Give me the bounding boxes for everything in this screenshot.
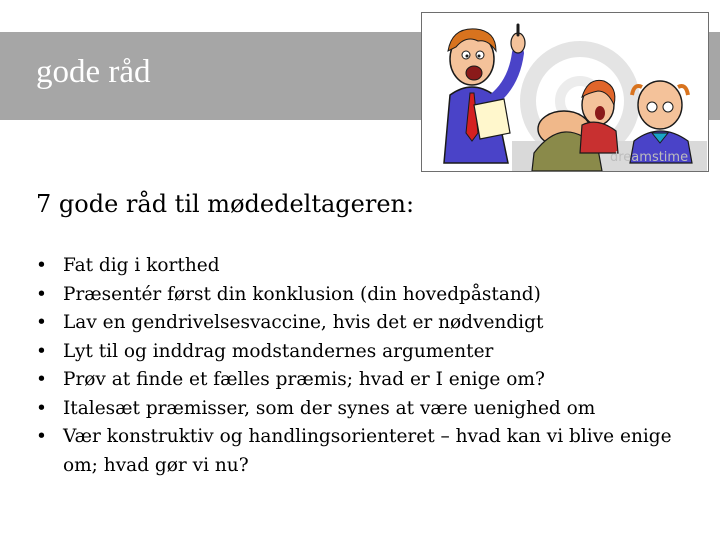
list-item xyxy=(36,281,696,310)
advice-list xyxy=(36,252,696,480)
bullet-icon: • xyxy=(36,340,47,362)
bullet-icon: • xyxy=(36,255,47,276)
list-item-text: Vær konstruktiv og handlingsorienteret – hvad kan vi blive enige om; hvad gør vi nu? xyxy=(63,426,672,476)
list-item xyxy=(36,338,696,367)
slide-heading: 7 gode råd til mødedeltageren: xyxy=(36,190,415,218)
bullet-icon: • xyxy=(36,312,47,333)
watermark-text: dreamstime xyxy=(610,150,689,165)
list-item xyxy=(36,395,696,424)
list-item xyxy=(36,423,696,480)
list-item-text: Fat dig i korthed xyxy=(63,255,220,276)
bullet-icon: • xyxy=(36,397,47,419)
meeting-cartoon xyxy=(421,12,709,172)
slide-title: gode råd xyxy=(36,54,151,90)
list-item xyxy=(36,252,696,281)
bullet-icon: • xyxy=(36,369,47,390)
list-item-text: Lav en gendrivelsesvaccine, hvis det er nødvendigt xyxy=(63,312,544,333)
list-item-text: Præsentér først din konklusion (din hovedpåstand) xyxy=(63,283,541,305)
list-item-text: Italesæt præmisser, som der synes at være uenighed om xyxy=(63,397,596,419)
list-item-text: Lyt til og inddrag modstandernes argumenter xyxy=(63,340,494,362)
bullet-icon: • xyxy=(36,283,47,305)
meeting-cartoon-icon xyxy=(422,13,708,171)
list-item-text: Prøv at finde et fælles præmis; hvad er I enige om? xyxy=(63,369,545,390)
bullet-icon: • xyxy=(36,426,47,447)
list-item xyxy=(36,366,696,395)
list-item xyxy=(36,309,696,338)
